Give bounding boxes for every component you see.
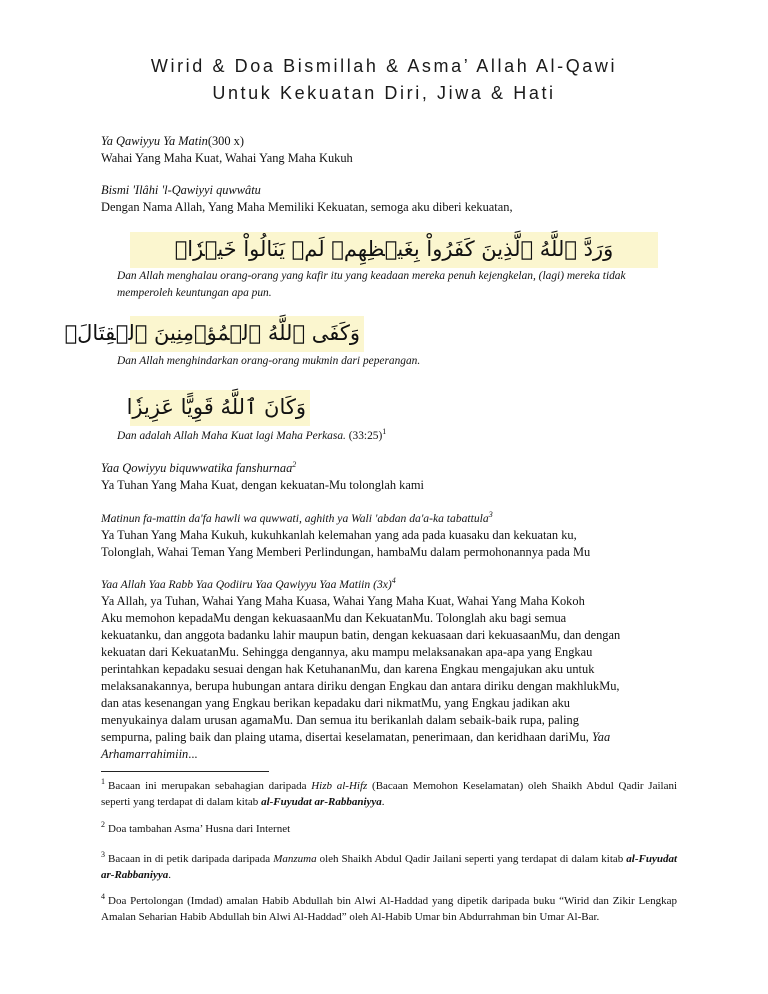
section-4-meaning-line-1: Ya Tuhan Yang Maha Kukuh, kukuhkanlah kelemahan yang ada pada kuasaku dan kekuatan ku, bbox=[101, 528, 577, 542]
section-5-line-last: sempurna, paling baik dan plaing utama, disertai keselamatan, penerimaan, dan keridhaan dariMu, Yaa bbox=[101, 730, 611, 744]
section-5-line: kekuatanku, dan anggota badanku lahir maupun batin, dengan kekuasaan dari kekuasaanMu, dan dengan bbox=[101, 628, 621, 642]
arabic-verse-3: وَكَانَ ٱللَّهُ قَوِيًّا عَزِيزٗا bbox=[130, 390, 310, 426]
verse-2-translation: Dan Allah menghindarkan orang-orang mukmin dari peperangan. bbox=[117, 355, 421, 367]
verse-1-translation-line-2: memperoleh keuntungan apa pun. bbox=[117, 287, 272, 299]
section-5-line: Ya Allah, ya Tuhan, Wahai Yang Maha Kuasa, Wahai Yang Maha Kuat, Wahai Yang Maha Kokoh bbox=[101, 594, 585, 608]
section-4-heading: Matinun fa-mattin da'fa hawli wa quwwati, aghith ya Wali 'abdan da'a-ka tabattula$^3$ bbox=[101, 510, 493, 525]
arabic-verse-1: وَرَدَّ ٱللَّهُ ٱلَّذِينَ كَفَرُواْ بِغَيۡظِهِمۡ لَمۡ يَنَالُواْ خَيۡرٗاۚ bbox=[130, 232, 658, 268]
footnote-3: $^3$ Bacaan in di petik daripada daripada Manzuma oleh Shaikh Abdul Qadir Jailani seperti yang terdapat di dalam kitab al-Fuyudat ar-Rabbaniyya. bbox=[101, 850, 677, 881]
section-1-heading: Ya Qawiyyu Ya Matin(300 x) bbox=[101, 134, 244, 148]
arabic-verse-2: وَكَفَى ٱللَّهُ ٱلۡمُؤۡمِنِينَ ٱلۡقِتَالَۚ bbox=[130, 316, 364, 352]
document-title-line-2: Untuk Kekuatan Diri, Jiwa & Hati bbox=[212, 83, 556, 103]
section-4-meaning-line-2: Tolonglah, Wahai Teman Yang Memberi Perlindungan, hambaMu dalam permohonannya pada Mu bbox=[101, 545, 591, 559]
section-5-line: Aku memohon kepadaMu dengan kekuasaanMu dan KekuatanMu. Tolonglah aku bagi semua bbox=[101, 611, 567, 625]
section-3-heading: Yaa Qowiyyu biquwwatika fanshurnaa$^2$ bbox=[101, 459, 297, 475]
document-title-line-1: Wirid & Doa Bismillah & Asma’ Allah Al-Qawi bbox=[150, 56, 618, 76]
footnote-1: $^1$ Bacaan ini merupakan sebahagian daripada Hizb al-Hifz (Bacaan Memohon Keselamatan) oleh Shaikh Abdul Qadir Jailani seperti yang terdapat di dalam kitab al-Fuyudat ar-Rabbaniyya. bbox=[101, 777, 678, 808]
section-3-meaning: Ya Tuhan Yang Maha Kuat, dengan kekuatan-Mu tolonglah kami bbox=[101, 478, 424, 492]
section-5-line: kekuatan dari KekuatanMu. Sehingga dengannya, aku mampu melaksanakan apa-apa yang Engkau bbox=[101, 645, 593, 659]
footnote-2: $^2$ Doa tambahan Asma’ Husna dari Internet bbox=[101, 820, 291, 835]
section-2-meaning: Dengan Nama Allah, Yang Maha Memiliki Kekuatan, semoga aku diberi kekuatan, bbox=[101, 200, 513, 214]
footnote-4: $^4$ Doa Pertolongan (Imdad) amalan Habib Abdullah bin Alwi Al-Haddad yang dipetik daripada buku “Wirid dan Zikir Lengkap Amalan Seharian Habib Abdullah bin Alwi Al-Haddad” oleh Al-Habib Umar bin Abdurrahman bin Umar Al-Bar. bbox=[101, 892, 677, 923]
verse-3-translation: Dan adalah Allah Maha Kuat lagi Maha Perkasa. (33:25)$^1$ bbox=[117, 427, 387, 442]
section-5-line: perintahkan kepadaku sesuai dengan hak KetuhananMu, dan karena Engkau mengajukan aku untuk bbox=[101, 662, 595, 676]
section-5-line: melaksanakannya, berupa hubungan antara diriku dengan Engkau dan antara diriku dengan makhlukMu, bbox=[101, 679, 620, 693]
verse-1-translation-line-1: Dan Allah menghalau orang-orang yang kafir itu yang keadaan mereka penuh kejengkelan, (lagi) mereka tidak bbox=[117, 270, 626, 282]
section-5-line: dan atas kesenangan yang Engkau berikan kepadaku dari nikmatMu, yang Engkau jadikan aku bbox=[101, 696, 570, 710]
section-2-heading: Bismi 'Ilâhi 'l-Qawiyyi quwwâtu bbox=[101, 183, 261, 197]
section-5-closing: Arhamarrahimiin... bbox=[101, 747, 198, 761]
footnote-separator bbox=[101, 771, 269, 772]
section-5-line: menyukainya dalam urusan agamaMu. Dan semua itu berikanlah dalam sebaik-baik rupa, paling bbox=[101, 713, 579, 727]
section-1-meaning: Wahai Yang Maha Kuat, Wahai Yang Maha Kukuh bbox=[101, 151, 353, 165]
section-5-heading: Yaa Allah Yaa Rabb Yaa Qodiiru Yaa Qawiyyu Yaa Matiin $(3x)^4$ bbox=[101, 576, 396, 591]
